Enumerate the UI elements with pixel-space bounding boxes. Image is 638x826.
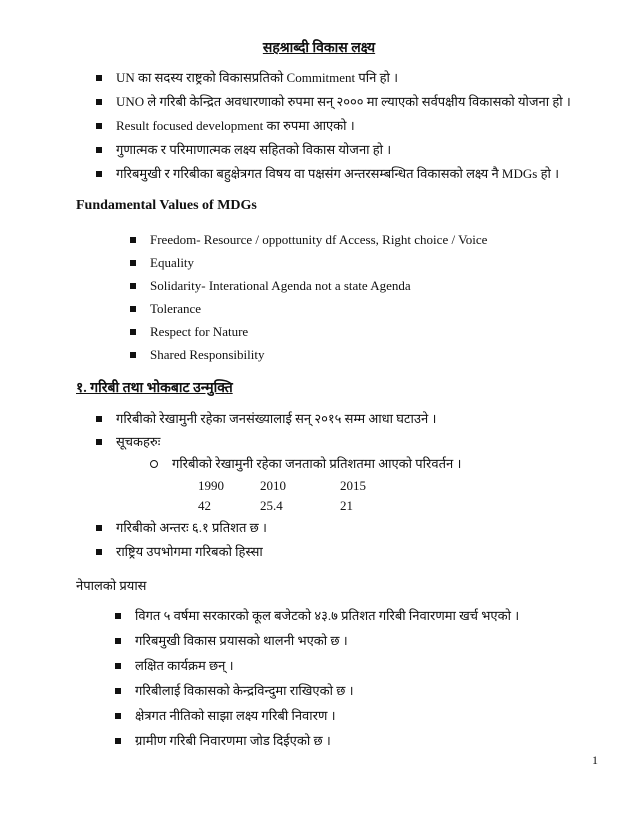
page-title: सहश्राब्दी विकास लक्ष्य xyxy=(262,41,376,56)
list-item-text: विगत ५ वर्षमा सरकारको कूल बजेटको ४३.७ प्रतिशत गरिबी निवारणमा खर्च भएको । xyxy=(135,608,520,623)
bullet-icon xyxy=(130,260,136,266)
table-cell: 25.4 xyxy=(260,498,283,513)
table-cell: 2010 xyxy=(260,478,286,493)
list-item-text: ग्रामीण गरिबी निवारणमा जोड दिईएको छ । xyxy=(135,733,331,748)
list-item-text: Shared Responsibility xyxy=(150,347,265,362)
bullet-icon xyxy=(130,283,136,289)
table-cell: 21 xyxy=(340,498,353,513)
list-item xyxy=(130,278,411,294)
list-item xyxy=(96,70,398,86)
table-cell: 1990 xyxy=(198,478,224,493)
bullet-icon xyxy=(96,99,102,105)
list-item xyxy=(130,324,248,340)
bullet-icon xyxy=(96,416,102,422)
bullet-icon xyxy=(115,638,121,644)
list-item xyxy=(130,232,487,248)
list-item xyxy=(96,544,263,560)
bullet-icon xyxy=(115,688,121,694)
list-item xyxy=(96,434,160,450)
list-item-text: राष्ट्रिय उपभोगमा गरिबको हिस्सा xyxy=(116,544,263,559)
bullet-icon xyxy=(96,171,102,177)
bullet-icon xyxy=(115,713,121,719)
list-item-text: Tolerance xyxy=(150,301,202,316)
bullet-icon xyxy=(96,549,102,555)
bullet-icon xyxy=(130,329,136,335)
list-item xyxy=(130,347,264,363)
bullet-icon xyxy=(115,613,121,619)
list-item xyxy=(96,166,559,182)
list-item xyxy=(96,142,391,158)
list-item-text: गरिबीको रेखामुनी रहेका जनसंख्यालाई सन् २०१५ सम्म आधा घटाउने । xyxy=(116,411,437,426)
section-heading-nepal: नेपालको प्रयास xyxy=(76,578,147,593)
list-item xyxy=(96,94,571,110)
list-item-text: गरिबमुखी विकास प्रयासको थालनी भएको छ । xyxy=(135,633,348,648)
bullet-icon xyxy=(96,75,102,81)
bullet-icon xyxy=(130,306,136,312)
list-item-text: गुणात्मक र परिमाणात्मक लक्ष्य सहितको विकास योजना हो । xyxy=(116,142,392,157)
bullet-icon xyxy=(115,663,121,669)
list-item-text: सूचकहरुः xyxy=(116,434,161,449)
bullet-icon xyxy=(96,147,102,153)
bullet-icon xyxy=(96,123,102,129)
sub-list-item xyxy=(150,456,461,472)
bullet-icon xyxy=(130,352,136,358)
circle-bullet-icon xyxy=(150,460,158,468)
list-item xyxy=(115,708,336,724)
list-item xyxy=(130,301,201,317)
list-item-text: गरिबीको रेखामुनी रहेका जनताको प्रतिशतमा आएको परिवर्तन । xyxy=(172,456,462,471)
list-item-text: Freedom- Resource / oppottunity df Access, Right choice / Voice xyxy=(150,232,488,247)
page-number: 1 xyxy=(592,753,598,767)
table-cell: 2015 xyxy=(340,478,366,493)
list-item xyxy=(96,118,355,134)
list-item-text: गरिबीको अन्तरः ६.१ प्रतिशत छ । xyxy=(116,520,267,535)
list-item-text: UNO ले गरिबी केन्द्रित अवधारणाको रुपमा सन् २००० मा ल्याएको सर्वपक्षीय विकासको योजना हो । xyxy=(116,94,571,109)
list-item-text: गरिबमुखी र गरिबीका बहुक्षेत्रगत विषय वा पक्षसंग अन्तरसम्बन्धित विकासको लक्ष्य नै MDGs हो । xyxy=(116,166,560,181)
list-item xyxy=(115,658,234,674)
list-item-text: UN का सदस्य राष्ट्रको विकासप्रतिको Commitment पनि हो । xyxy=(116,70,399,85)
list-item-text: Respect for Nature xyxy=(150,324,249,339)
table-cell: 42 xyxy=(198,498,211,513)
bullet-icon xyxy=(130,237,136,243)
list-item xyxy=(96,411,436,427)
list-item xyxy=(115,633,348,649)
list-item xyxy=(115,733,331,749)
list-item-text: Result focused development का रुपमा आएको । xyxy=(116,118,355,133)
list-item xyxy=(115,608,519,624)
list-item xyxy=(96,520,267,536)
bullet-icon xyxy=(96,525,102,531)
list-item xyxy=(115,683,354,699)
list-item-text: लक्षित कार्यक्रम छन् । xyxy=(135,658,234,673)
section-heading-fundamental-values: Fundamental Values of MDGs xyxy=(76,198,257,213)
list-item xyxy=(130,255,194,271)
section-heading-poverty: १. गरिबी तथा भोकबाट उन्मुक्ति xyxy=(76,381,233,396)
list-item-text: Solidarity- Interational Agenda not a state Agenda xyxy=(150,278,411,293)
list-item-text: क्षेत्रगत नीतिको साझा लक्ष्य गरिबी निवारण । xyxy=(135,708,336,723)
list-item-text: Equality xyxy=(150,255,195,270)
bullet-icon xyxy=(96,439,102,445)
bullet-icon xyxy=(115,738,121,744)
list-item-text: गरिबीलाई विकासको केन्द्रविन्दुमा राखिएको छ । xyxy=(135,683,354,698)
